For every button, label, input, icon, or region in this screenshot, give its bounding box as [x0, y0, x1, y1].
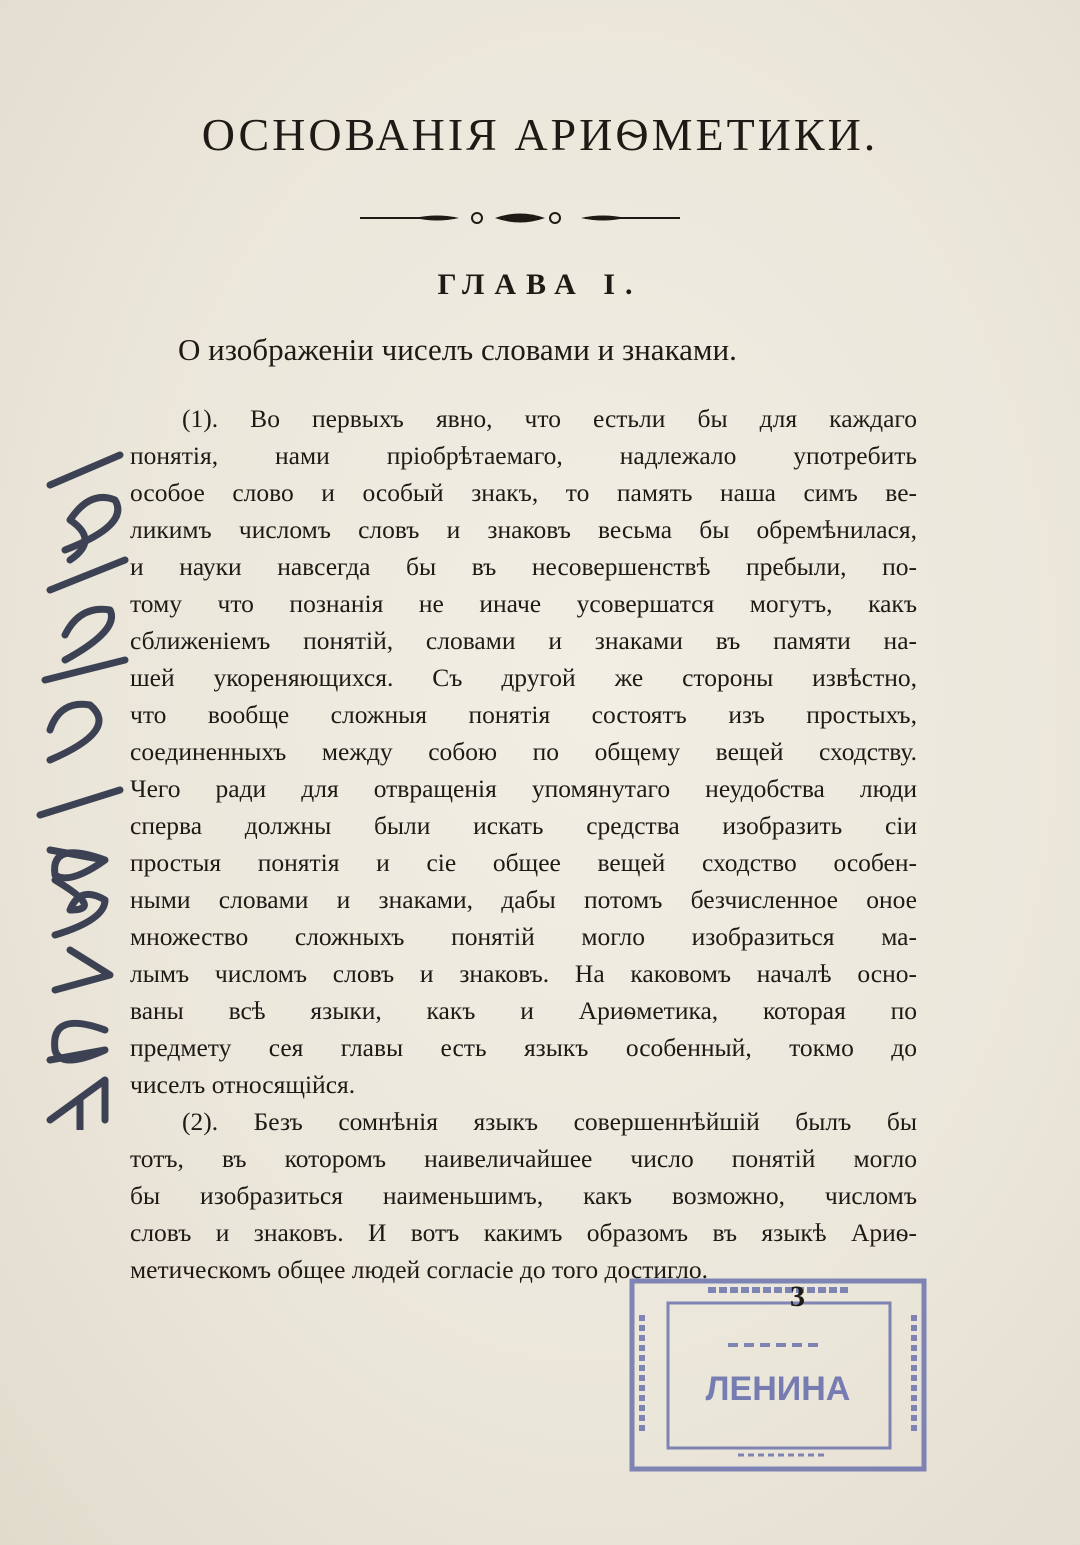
text-line: предмету сея главы есть языкъ особенный, токмо до: [130, 1033, 917, 1062]
chapter-subtitle: О изображеніи чиселъ словами и знаками.: [178, 332, 737, 367]
library-stamp: [628, 1275, 928, 1475]
text-line: метическомъ общее людей согласіе до того достигло.: [130, 1255, 709, 1284]
text-line: понятія, нами пріобрѣтаемаго, надлежало употребить: [130, 441, 917, 470]
ornament-divider: [355, 206, 685, 230]
text-line: ликимъ числомъ словъ и знаковъ весьма бы обремѣнилася,: [130, 515, 917, 544]
text-line: ными словами и знаками, дабы потомъ безчисленное оное: [130, 885, 917, 914]
text-line: сперва должны были искать средства изобразить сіи: [130, 811, 917, 840]
text-line: бы изобразиться наименьшимъ, какъ возможно, числомъ: [130, 1181, 917, 1210]
text-line: тому что познанія не иначе усовершатся могутъ, какъ: [130, 589, 917, 618]
book-title: ОСНОВАНІЯ АРИѲМЕТИКИ.: [201, 109, 879, 160]
handwritten-inventory-number: [10, 430, 140, 1130]
text-line: что вообще сложныя понятія состоятъ изъ простыхъ,: [130, 700, 917, 729]
svg-text:ЛЕНИНА: ЛЕНИНА: [705, 1370, 851, 1408]
chapter-heading: ГЛАВА I.: [437, 268, 643, 301]
text-line: тотъ, въ которомъ наивеличайшее число понятій могло: [130, 1144, 917, 1173]
page-number: 3: [790, 1280, 805, 1313]
text-line: простыя понятія и сіе общее вещей сходство особен-: [130, 848, 917, 877]
text-line: (2). Безъ сомнѣнія языкъ совершеннѣйшій былъ бы: [182, 1107, 917, 1136]
text-line: сближеніемъ понятій, словами и знаками въ памяти на-: [130, 626, 917, 655]
text-line: особое слово и особый знакъ, то память наша симъ ве-: [130, 478, 917, 507]
text-line: шей укореняющихся. Съ другой же стороны извѣстно,: [130, 663, 917, 692]
text-line: и науки навсегда бы въ несовершенствѣ пребыли, по-: [130, 552, 917, 581]
text-line: ваны всѣ языки, какъ и Ариѳметика, которая по: [130, 996, 917, 1025]
text-line: множество сложныхъ понятій могло изобразиться ма-: [130, 922, 917, 951]
text-line: (1). Во первыхъ явно, что естьли бы для каждаго: [182, 404, 917, 433]
text-line: лымъ числомъ словъ и знаковъ. На каковомъ началѣ осно-: [130, 959, 917, 988]
text-line: соединенныхъ между собою по общему вещей сходству.: [130, 737, 917, 766]
text-line: чиселъ относящійся.: [130, 1070, 356, 1099]
text-line: словъ и знаковъ. И вотъ какимъ образомъ въ языкѣ Ариѳ-: [130, 1218, 917, 1247]
text-line: Чего ради для отвращенія упомянутаго неудобства люди: [130, 774, 917, 803]
